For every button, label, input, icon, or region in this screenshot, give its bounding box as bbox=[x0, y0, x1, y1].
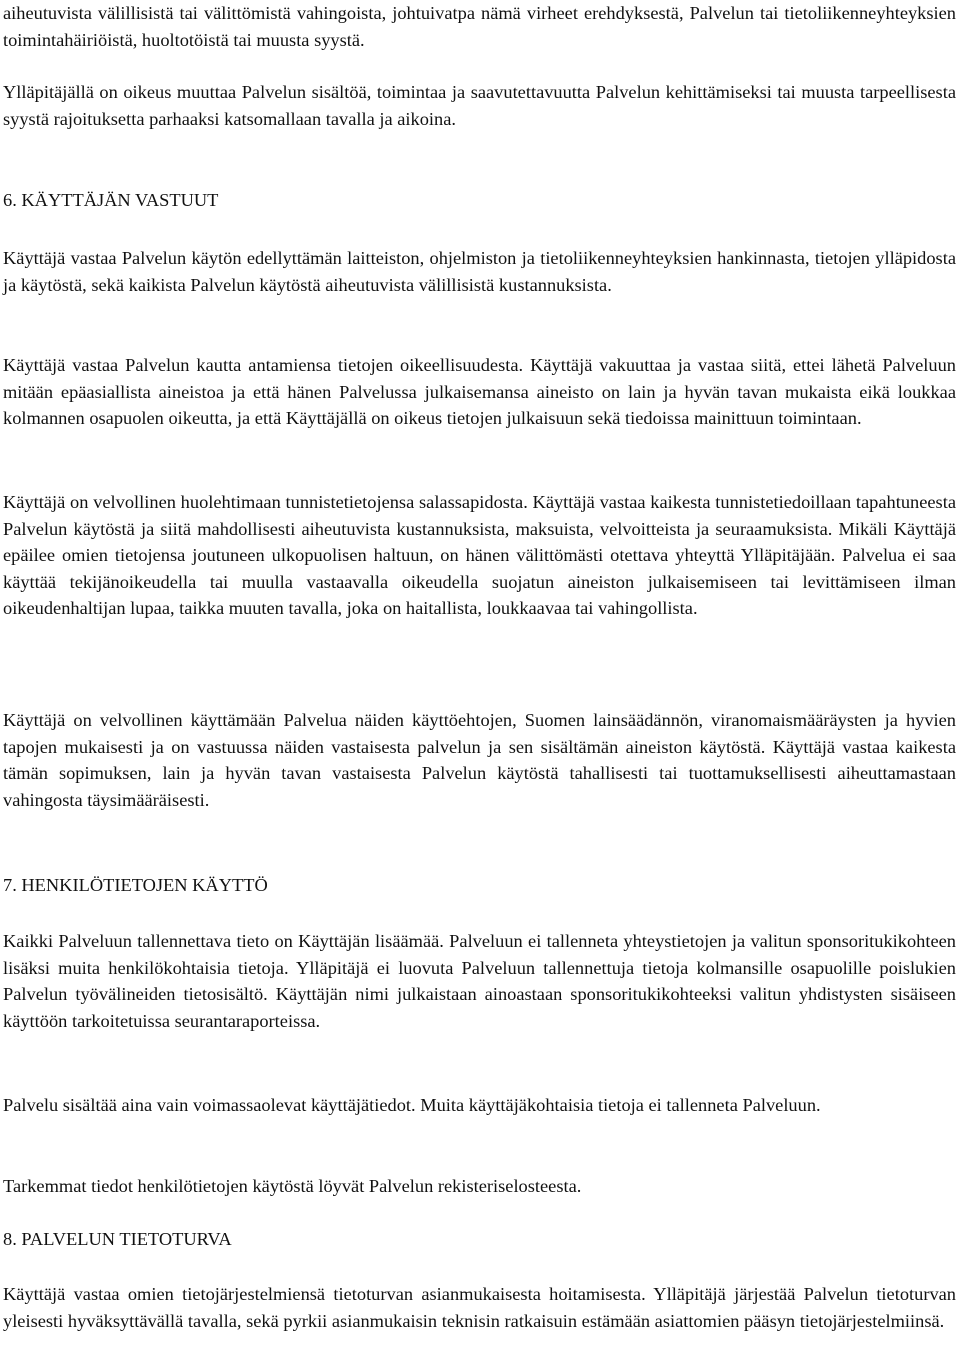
section-heading-7: 7. HENKILÖTIETOJEN KÄYTTÖ bbox=[3, 875, 268, 895]
paragraph-credentials: Käyttäjä on velvollinen huolehtimaan tunnistetietojensa salassapidosta. Käyttäjä vastaa kaikesta tunnistetiedoillaan tapahtuneesta Palvelun käytöstä ja siitä mahdollisesti aiheutuvista kustannuksista, maksuista, velvoitteista ja seuraamuksista. Mikäli Käyttäjä epäilee omien tietojensa joutuneen ulkopuolisen haltuun, on hänen välittömästi otettava yhteyttä Ylläpitäjään. Palvelua ei saa käyttää tekijänoikeudella tai muulla vastaavalla oikeudella suojatun aineiston julkaisemiseen tai levittämiseen ilman oikeudenhaltijan lupaa, taikka muuten tavalla, joka on haitallista, loukkaavaa tai vahingollista. bbox=[3, 492, 956, 618]
paragraph-lawful-use: Käyttäjä on velvollinen käyttämään Palvelua näiden käyttöehtojen, Suomen lainsäädännön, viranomaismääräysten ja hyvien tapojen mukaisesti ja on vastuussa näiden vastaisesta palvelun ja sen sisältämän aineiston käytöstä. Käyttäjä vastaa kaikesta tämän sopimuksen, lain ja hyvän tavan vastaisesta Palvelun käytöstä tahallisesti tai tuottamuksellisesti aiheuttamastaan vahingosta täysimääräisesti. bbox=[3, 710, 956, 810]
section-heading-6: 6. KÄYTTÄJÄN VASTUUT bbox=[3, 190, 219, 210]
paragraph-user-content: Käyttäjä vastaa Palvelun kautta antamiensa tietojen oikeellisuudesta. Käyttäjä vakuuttaa ja vastaa siitä, ettei lähetä Palveluun mitään epäasiallista aineistoa ja että hänen Palvelussa julkaisemansa aineisto on lain ja hyvän tavan mukaista eikä loukkaa kolmannen osapuolen oikeutta, ja että Käyttäjällä on oikeus tietojen julkaisuun sekä tiedoissa mainittuun toimintaan. bbox=[3, 355, 956, 428]
paragraph-personal-data: Kaikki Palveluun tallennettava tieto on Käyttäjän lisäämää. Palveluun ei tallenneta yhteystietojen ja valitun sponsoritukikohteen lisäksi muita henkilökohtaisia tietoja. Ylläpitäjä ei luovuta Palveluun tallennettuja tietoja kolmansille osapuolille poislukien Palvelun työvälineiden tietosisältö. Käyttäjän nimi julkaistaan ainoastaan sponsoritukikohteeksi valitun yhdistysten sisäiseen käyttöön tarkoitetuissa seurantaraporteissa. bbox=[3, 931, 956, 1031]
paragraph-security: Käyttäjä vastaa omien tietojärjestelmiensä tietoturvan asianmukaisesta hoitamisesta. Ylläpitäjä järjestää Palvelun tietoturvan yleisesti hyväksyttävällä tavalla, sekä pyrkii asianmukaisin teknisin ratkaisuin estämään asiattomien pääsyn tietojärjestelmiinsä. bbox=[3, 1284, 956, 1331]
paragraph-register-info: Tarkemmat tiedot henkilötietojen käytöstä löyvät Palvelun rekisteriselosteesta. bbox=[3, 1176, 582, 1196]
paragraph-maintainer-rights: Ylläpitäjällä on oikeus muuttaa Palvelun sisältöä, toimintaa ja saavutettavuutta Palvelun kehittämiseksi tai muusta tarpeellisesta syystä rajoituksetta parhaaksi katsomallaan tavalla ja aikoina. bbox=[3, 82, 956, 129]
section-heading-8: 8. PALVELUN TIETOTURVA bbox=[3, 1229, 232, 1249]
paragraph-liability-end: aiheutuvista välillisistä tai välittömistä vahingoista, johtuivatpa nämä virheet erehdyksestä, Palvelun tai tietoliikenneyhteyksien toimintahäiriöistä, huoltotöistä tai muusta syystä. bbox=[3, 3, 956, 50]
paragraph-user-equipment: Käyttäjä vastaa Palvelun käytön edellyttämän laitteiston, ohjelmiston ja tietoliikenneyhteyksien hankinnasta, tietojen ylläpidosta ja käytöstä, sekä kaikista Palvelun käytöstä aiheutuvista välillisistä kustannuksista. bbox=[3, 248, 956, 295]
paragraph-valid-data: Palvelu sisältää aina vain voimassaolevat käyttäjätiedot. Muita käyttäjäkohtaisia tietoja ei tallenneta Palveluun. bbox=[3, 1095, 821, 1115]
